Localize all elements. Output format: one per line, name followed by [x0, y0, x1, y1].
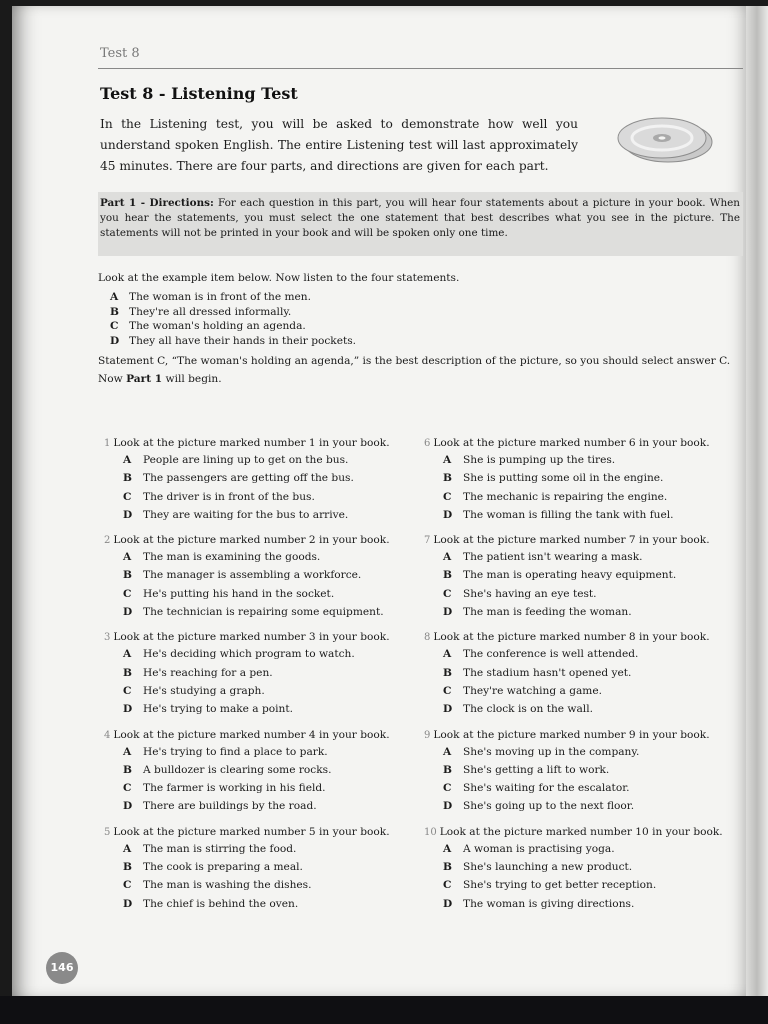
- begin-suffix: will begin.: [162, 373, 222, 385]
- option-letter: B: [123, 861, 132, 874]
- question-number: 7: [424, 535, 431, 547]
- option-text: He's putting his hand in the socket.: [143, 587, 335, 600]
- option-letter: B: [123, 569, 132, 582]
- option-text: She's getting a lift to work.: [463, 763, 610, 776]
- question-prompt: [424, 533, 744, 548]
- option-letter: B: [443, 861, 452, 874]
- answer-option: [123, 451, 424, 469]
- question-text: Look at the picture marked number 3 in your book.: [113, 631, 390, 644]
- intro-paragraph: In the Listening test, you will be asked to demonstrate how well you understand spoken English. The entire Listening test will last approximately 45 minutes. There are four parts, and directions are given for each part.: [100, 117, 578, 173]
- option-text: They all have their hands in their pockets.: [129, 334, 357, 347]
- question-prompt: [104, 630, 424, 645]
- part1-directions: [100, 196, 740, 241]
- example-options: [98, 290, 743, 348]
- option-letter: A: [443, 842, 452, 855]
- begin-part-label: Part 1: [126, 373, 163, 385]
- question-prompt: [104, 728, 424, 743]
- question-text: Look at the picture marked number 5 in your book.: [113, 825, 390, 838]
- option-text: She's trying to get better reception.: [463, 879, 657, 892]
- option-letter: C: [110, 320, 119, 332]
- option-text: The manager is assembling a workforce.: [143, 569, 362, 582]
- question-text: Look at the picture marked number 9 in your book.: [433, 728, 710, 741]
- answer-option: [123, 585, 424, 603]
- option-letter: D: [123, 508, 133, 521]
- option-text: The patient isn't wearing a mask.: [463, 551, 643, 564]
- answer-option: [443, 488, 744, 506]
- option-text: The woman is giving directions.: [463, 897, 635, 910]
- question-number: 5: [104, 826, 111, 838]
- example-intro: Look at the example item below. Now listen to the four statements.: [98, 272, 460, 284]
- example-statement: Statement C, “The woman's holding an agenda,” is the best description of the picture, so you should select answer C.: [98, 355, 731, 367]
- question-text: Look at the picture marked number 8 in your book.: [433, 631, 710, 644]
- questions-right-column: [424, 436, 744, 922]
- part1-label: Part 1 - Directions:: [100, 197, 214, 209]
- question-item: [104, 630, 424, 718]
- header-rule: [98, 68, 743, 69]
- option-text: He's deciding which program to watch.: [143, 648, 355, 661]
- answer-option: [443, 858, 744, 876]
- option-letter: C: [443, 879, 452, 892]
- option-text: There are buildings by the road.: [143, 800, 317, 813]
- answer-option: [443, 664, 744, 682]
- option-letter: B: [123, 763, 132, 776]
- option-text: He's trying to make a point.: [143, 703, 293, 716]
- option-text: The woman is filling the tank with fuel.: [463, 508, 674, 521]
- question-item: [104, 728, 424, 816]
- question-item: [104, 436, 424, 524]
- option-letter: C: [443, 684, 452, 697]
- answer-option: [123, 469, 424, 487]
- option-letter: A: [443, 454, 452, 466]
- option-letter: B: [443, 569, 452, 582]
- answer-option: [443, 876, 744, 894]
- option-letter: B: [443, 763, 452, 776]
- option-letter: A: [110, 291, 119, 303]
- cd-icon: [616, 110, 716, 168]
- option-text: The farmer is working in his field.: [143, 782, 326, 795]
- option-letter: D: [123, 606, 133, 619]
- option-letter: B: [123, 472, 132, 485]
- answer-option: [443, 506, 744, 524]
- question-item: [424, 728, 744, 816]
- option-text: The man is examining the goods.: [143, 551, 321, 564]
- option-letter: D: [110, 334, 120, 347]
- answer-option: [443, 469, 744, 487]
- option-text: The chief is behind the oven.: [143, 897, 299, 910]
- answer-option: [123, 682, 424, 700]
- question-prompt: [424, 630, 744, 645]
- answer-option: [123, 797, 424, 815]
- option-letter: D: [443, 800, 453, 813]
- part-begin-line: [98, 371, 743, 387]
- answer-option: [123, 840, 424, 858]
- option-letter: A: [123, 842, 132, 855]
- answer-option: [443, 743, 744, 761]
- answer-option: [123, 548, 424, 566]
- option-text: She's going up to the next floor.: [463, 800, 635, 813]
- option-letter: C: [443, 782, 452, 795]
- answer-option: [443, 840, 744, 858]
- option-text: She is pumping up the tires.: [463, 454, 616, 466]
- question-text: Look at the picture marked number 7 in your book.: [433, 534, 710, 547]
- option-text: She's moving up in the company.: [463, 745, 640, 758]
- option-text: The man is feeding the woman.: [463, 606, 632, 619]
- question-number: 6: [424, 438, 431, 449]
- option-text: The technician is repairing some equipment.: [143, 606, 384, 619]
- option-letter: A: [443, 551, 452, 564]
- question-text: Look at the picture marked number 6 in your book.: [433, 437, 710, 449]
- option-text: They're watching a game.: [463, 684, 602, 697]
- part1-text: For each question in this part, you will hear four statements about a picture in your book. When you hear the statements, you must select the one statement that best describes what you see in the picture. The statements will not be printed in your book and will be spoken only one time.: [100, 197, 740, 239]
- option-text: The driver is in front of the bus.: [143, 490, 315, 503]
- option-text: A bulldozer is clearing some rocks.: [143, 763, 332, 776]
- question-number: 9: [424, 729, 431, 741]
- answer-option: [123, 700, 424, 718]
- answer-option: [443, 603, 744, 621]
- answer-option: [443, 548, 744, 566]
- option-letter: C: [123, 879, 132, 892]
- answer-option: [123, 506, 424, 524]
- option-text: They're all dressed informally.: [129, 305, 292, 318]
- question-text: Look at the picture marked number 1 in your book.: [113, 437, 390, 449]
- example-item: [98, 270, 743, 387]
- option-text: The stadium hasn't opened yet.: [463, 666, 632, 679]
- option-text: She's waiting for the escalator.: [463, 782, 630, 795]
- question-prompt: [424, 436, 744, 451]
- option-letter: C: [123, 490, 132, 503]
- question-text: Look at the picture marked number 10 in your book.: [439, 825, 723, 838]
- question-prompt: [104, 825, 424, 840]
- answer-option: [123, 779, 424, 797]
- option-letter: C: [123, 587, 132, 600]
- question-number: 2: [104, 535, 111, 547]
- question-prompt: [104, 533, 424, 548]
- question-prompt: [424, 728, 744, 743]
- option-text: The man is washing the dishes.: [143, 879, 312, 892]
- question-prompt: [104, 436, 424, 451]
- question-number: 1: [104, 438, 111, 449]
- answer-option: [123, 603, 424, 621]
- option-text: The man is operating heavy equipment.: [463, 569, 677, 582]
- option-text: He's trying to find a place to park.: [143, 745, 328, 758]
- option-text: He's studying a graph.: [143, 684, 265, 697]
- answer-option: [123, 876, 424, 894]
- question-item: [424, 630, 744, 718]
- option-text: The woman's holding an agenda.: [129, 320, 306, 332]
- answer-option: [443, 645, 744, 663]
- example-option: [110, 290, 743, 305]
- option-text: She's having an eye test.: [463, 587, 597, 600]
- page-title: Test 8 - Listening Test: [100, 84, 298, 103]
- running-head: Test 8: [100, 46, 140, 61]
- option-letter: A: [123, 648, 132, 661]
- option-letter: B: [123, 666, 132, 679]
- option-text: The clock is on the wall.: [463, 703, 593, 716]
- option-letter: D: [123, 897, 133, 910]
- option-letter: A: [443, 745, 452, 758]
- answer-option: [123, 566, 424, 584]
- option-letter: A: [123, 551, 132, 564]
- example-option: [110, 319, 743, 334]
- option-letter: C: [443, 587, 452, 600]
- option-letter: D: [443, 508, 453, 521]
- page-edge: [746, 6, 768, 996]
- option-letter: B: [443, 666, 452, 679]
- answer-option: [443, 451, 744, 469]
- answer-option: [443, 895, 744, 913]
- question-item: [104, 533, 424, 621]
- option-text: The passengers are getting off the bus.: [143, 472, 354, 485]
- option-letter: B: [110, 305, 119, 318]
- answer-option: [123, 743, 424, 761]
- option-text: She is putting some oil in the engine.: [463, 472, 664, 485]
- answer-option: [123, 488, 424, 506]
- option-letter: D: [443, 897, 453, 910]
- question-number: 8: [424, 632, 431, 644]
- question-number: 3: [104, 632, 111, 644]
- option-letter: A: [123, 454, 132, 466]
- option-letter: D: [123, 800, 133, 813]
- option-letter: A: [443, 648, 452, 661]
- option-text: He's reaching for a pen.: [143, 666, 273, 679]
- questions-left-column: [104, 436, 424, 922]
- begin-prefix: Now: [98, 373, 127, 385]
- option-letter: D: [443, 606, 453, 619]
- answer-option: [443, 761, 744, 779]
- answer-option: [123, 664, 424, 682]
- question-item: [424, 436, 744, 524]
- answer-option: [443, 682, 744, 700]
- option-text: She's launching a new product.: [463, 861, 633, 874]
- option-letter: A: [123, 745, 132, 758]
- example-option: [110, 305, 743, 320]
- option-letter: C: [123, 684, 132, 697]
- option-text: The mechanic is repairing the engine.: [463, 490, 668, 503]
- question-item: [104, 825, 424, 913]
- question-number: 4: [104, 729, 111, 741]
- answer-option: [443, 566, 744, 584]
- option-text: The man is stirring the food.: [143, 842, 297, 855]
- answer-option: [443, 779, 744, 797]
- answer-option: [123, 761, 424, 779]
- scanner-background: [0, 996, 768, 1024]
- option-letter: C: [443, 490, 452, 503]
- page-number: 146: [46, 952, 78, 984]
- option-letter: C: [123, 782, 132, 795]
- answer-option: [123, 645, 424, 663]
- option-letter: D: [123, 703, 133, 716]
- question-item: [424, 825, 744, 913]
- question-item: [424, 533, 744, 621]
- answer-option: [123, 895, 424, 913]
- option-text: A woman is practising yoga.: [463, 842, 615, 855]
- question-prompt: [424, 825, 744, 840]
- option-text: They are waiting for the bus to arrive.: [143, 508, 349, 521]
- example-option: [110, 334, 743, 349]
- answer-option: [443, 585, 744, 603]
- option-letter: D: [443, 703, 453, 716]
- option-text: The cook is preparing a meal.: [143, 861, 303, 874]
- option-letter: B: [443, 472, 452, 485]
- option-text: The woman is in front of the men.: [129, 291, 311, 303]
- answer-option: [443, 797, 744, 815]
- book-page: [12, 6, 750, 996]
- answer-option: [123, 858, 424, 876]
- answer-option: [443, 700, 744, 718]
- option-text: The conference is well attended.: [463, 648, 639, 661]
- question-text: Look at the picture marked number 2 in your book.: [113, 534, 390, 547]
- question-number: 10: [424, 826, 437, 838]
- question-text: Look at the picture marked number 4 in your book.: [113, 728, 390, 741]
- option-text: People are lining up to get on the bus.: [143, 454, 349, 466]
